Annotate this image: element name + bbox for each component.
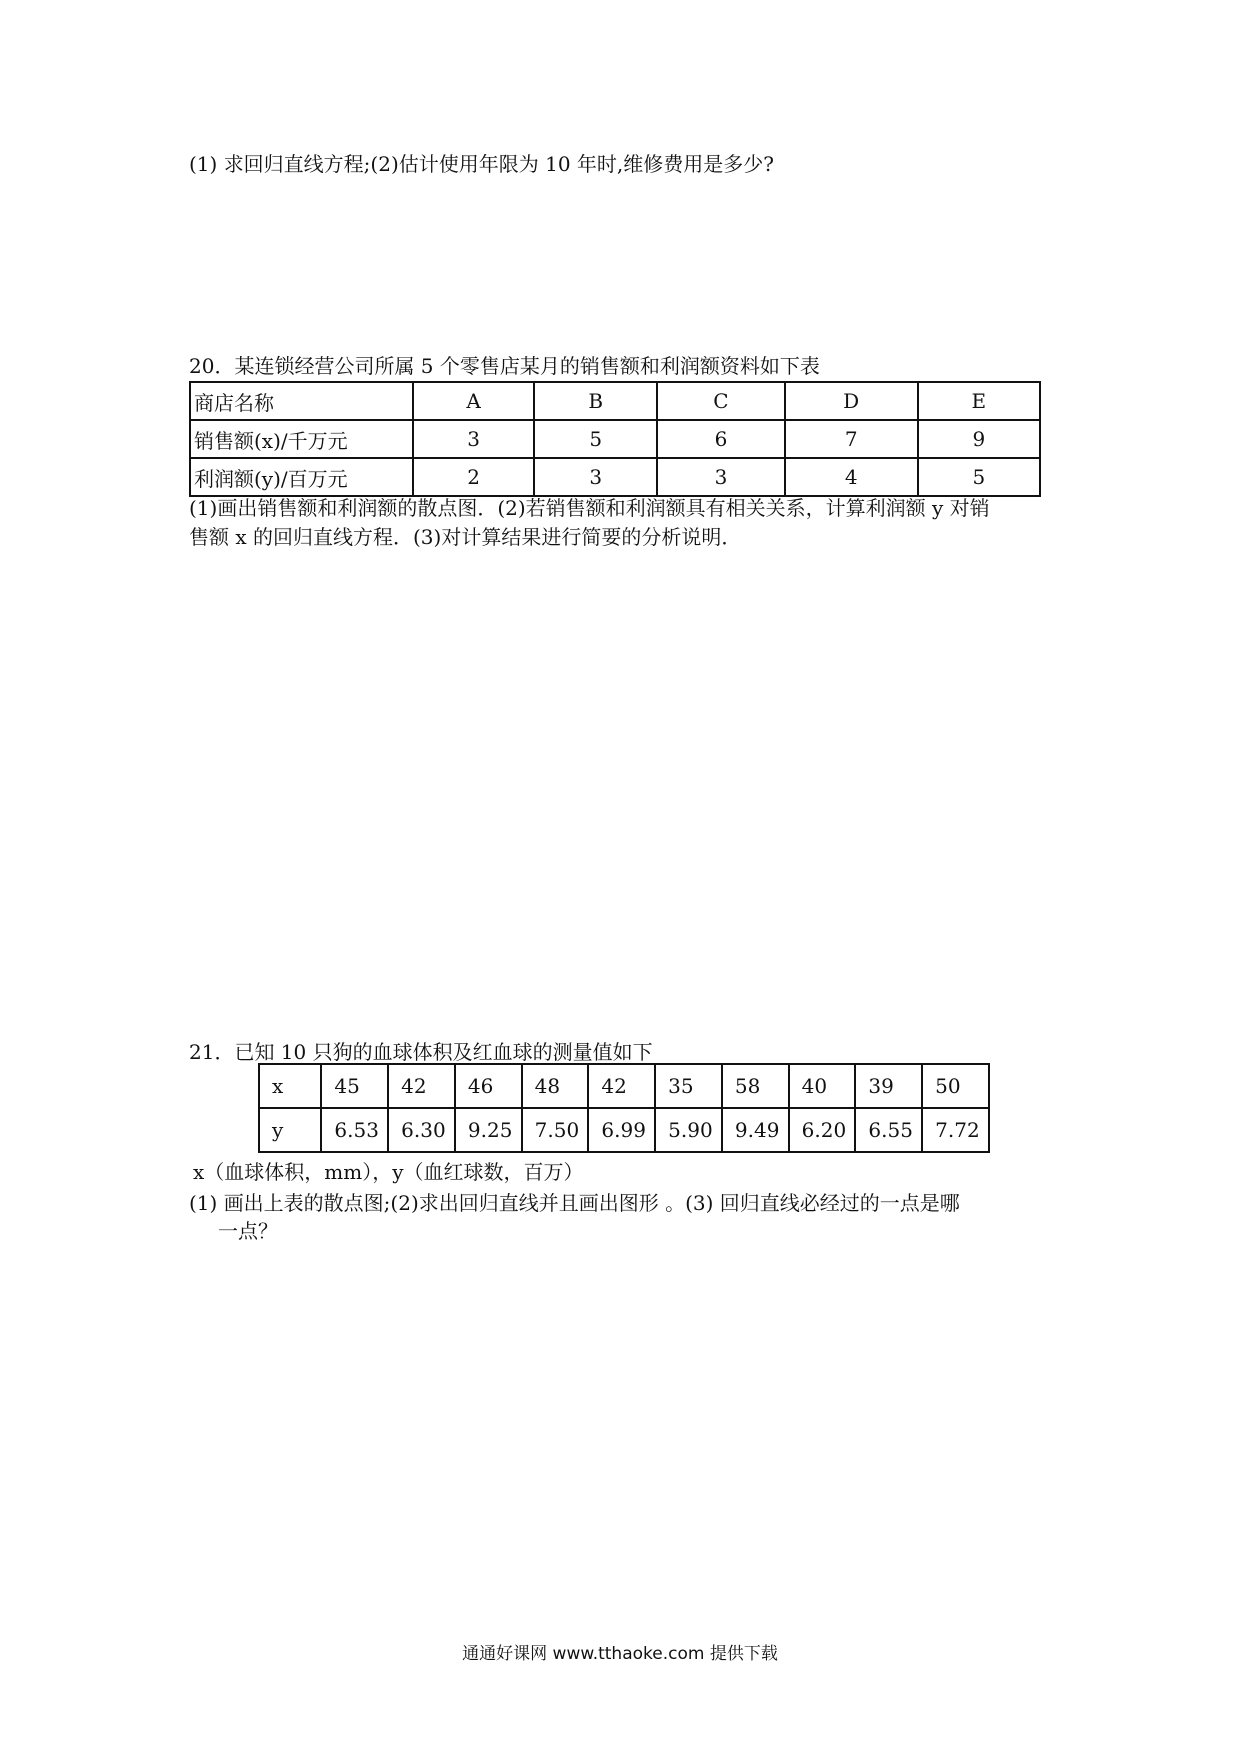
table-cell: 4 — [785, 458, 918, 496]
table-cell: 46 — [455, 1064, 522, 1108]
table-cell: C — [657, 382, 785, 420]
table-cell: 9.49 — [722, 1108, 789, 1152]
q20-tasks-line-2: 售额 x 的回归直线方程．(3)对计算结果进行简要的分析说明． — [189, 525, 742, 549]
table-cell: 利润额(y)/百万元 — [190, 458, 413, 496]
table-cell: 3 — [657, 458, 785, 496]
table-cell: 48 — [522, 1064, 589, 1108]
table-cell: y — [259, 1108, 321, 1152]
table-cell: 42 — [388, 1064, 455, 1108]
table-cell: 6 — [657, 420, 785, 458]
q21-table — [258, 1063, 990, 1153]
q21-tasks-line-2: 一点？ — [218, 1219, 278, 1243]
table-cell: 35 — [655, 1064, 722, 1108]
table-cell: 7 — [785, 420, 918, 458]
table-cell: 42 — [588, 1064, 655, 1108]
table-cell: 7.72 — [922, 1108, 989, 1152]
q21-legend: x（血球体积，mm），y（血红球数，百万） — [193, 1160, 584, 1184]
table-cell: 9.25 — [455, 1108, 522, 1152]
table-cell: 5 — [918, 458, 1040, 496]
table-cell: 6.20 — [789, 1108, 856, 1152]
table-cell: A — [413, 382, 534, 420]
table-cell: 销售额(x)/千万元 — [190, 420, 413, 458]
table-cell: 5 — [534, 420, 657, 458]
table-cell: 9 — [918, 420, 1040, 458]
table-row — [190, 382, 1040, 420]
table-cell: x — [259, 1064, 321, 1108]
table-row — [190, 420, 1040, 458]
table-cell: 45 — [321, 1064, 388, 1108]
table-row — [190, 458, 1040, 496]
table-cell: 2 — [413, 458, 534, 496]
table-cell: 6.55 — [855, 1108, 922, 1152]
q20-intro: 20．某连锁经营公司所属 5 个零售店某月的销售额和利润额资料如下表 — [189, 354, 820, 378]
table-cell: 50 — [922, 1064, 989, 1108]
q21-tasks-line-1: (1) 画出上表的散点图;(2)求出回归直线并且画出图形 。(3) 回归直线必经过的一点是哪 — [189, 1191, 960, 1215]
table-cell: 58 — [722, 1064, 789, 1108]
q21-intro: 21．已知 10 只狗的血球体积及红血球的测量值如下 — [189, 1040, 653, 1064]
table-cell: 6.99 — [588, 1108, 655, 1152]
table-cell: 商店名称 — [190, 382, 413, 420]
table-row — [259, 1108, 989, 1152]
table-cell: 6.53 — [321, 1108, 388, 1152]
table-cell: 7.50 — [522, 1108, 589, 1152]
table-cell: D — [785, 382, 918, 420]
footer: 通通好课网 www.tthaoke.com 提供下载 — [462, 1644, 778, 1664]
table-cell: 40 — [789, 1064, 856, 1108]
table-cell: 3 — [534, 458, 657, 496]
table-cell: 6.30 — [388, 1108, 455, 1152]
table-row — [259, 1064, 989, 1108]
table-cell: 39 — [855, 1064, 922, 1108]
table-cell: 5.90 — [655, 1108, 722, 1152]
table-cell: 3 — [413, 420, 534, 458]
table-cell: B — [534, 382, 657, 420]
q19-tail: (1) 求回归直线方程;(2)估计使用年限为 10 年时,维修费用是多少? — [189, 152, 774, 176]
table-cell: E — [918, 382, 1040, 420]
q20-tasks-line-1: (1)画出销售额和利润额的散点图．(2)若销售额和利润额具有相关关系，计算利润额 y 对销 — [189, 496, 990, 520]
q20-table — [189, 381, 1041, 497]
